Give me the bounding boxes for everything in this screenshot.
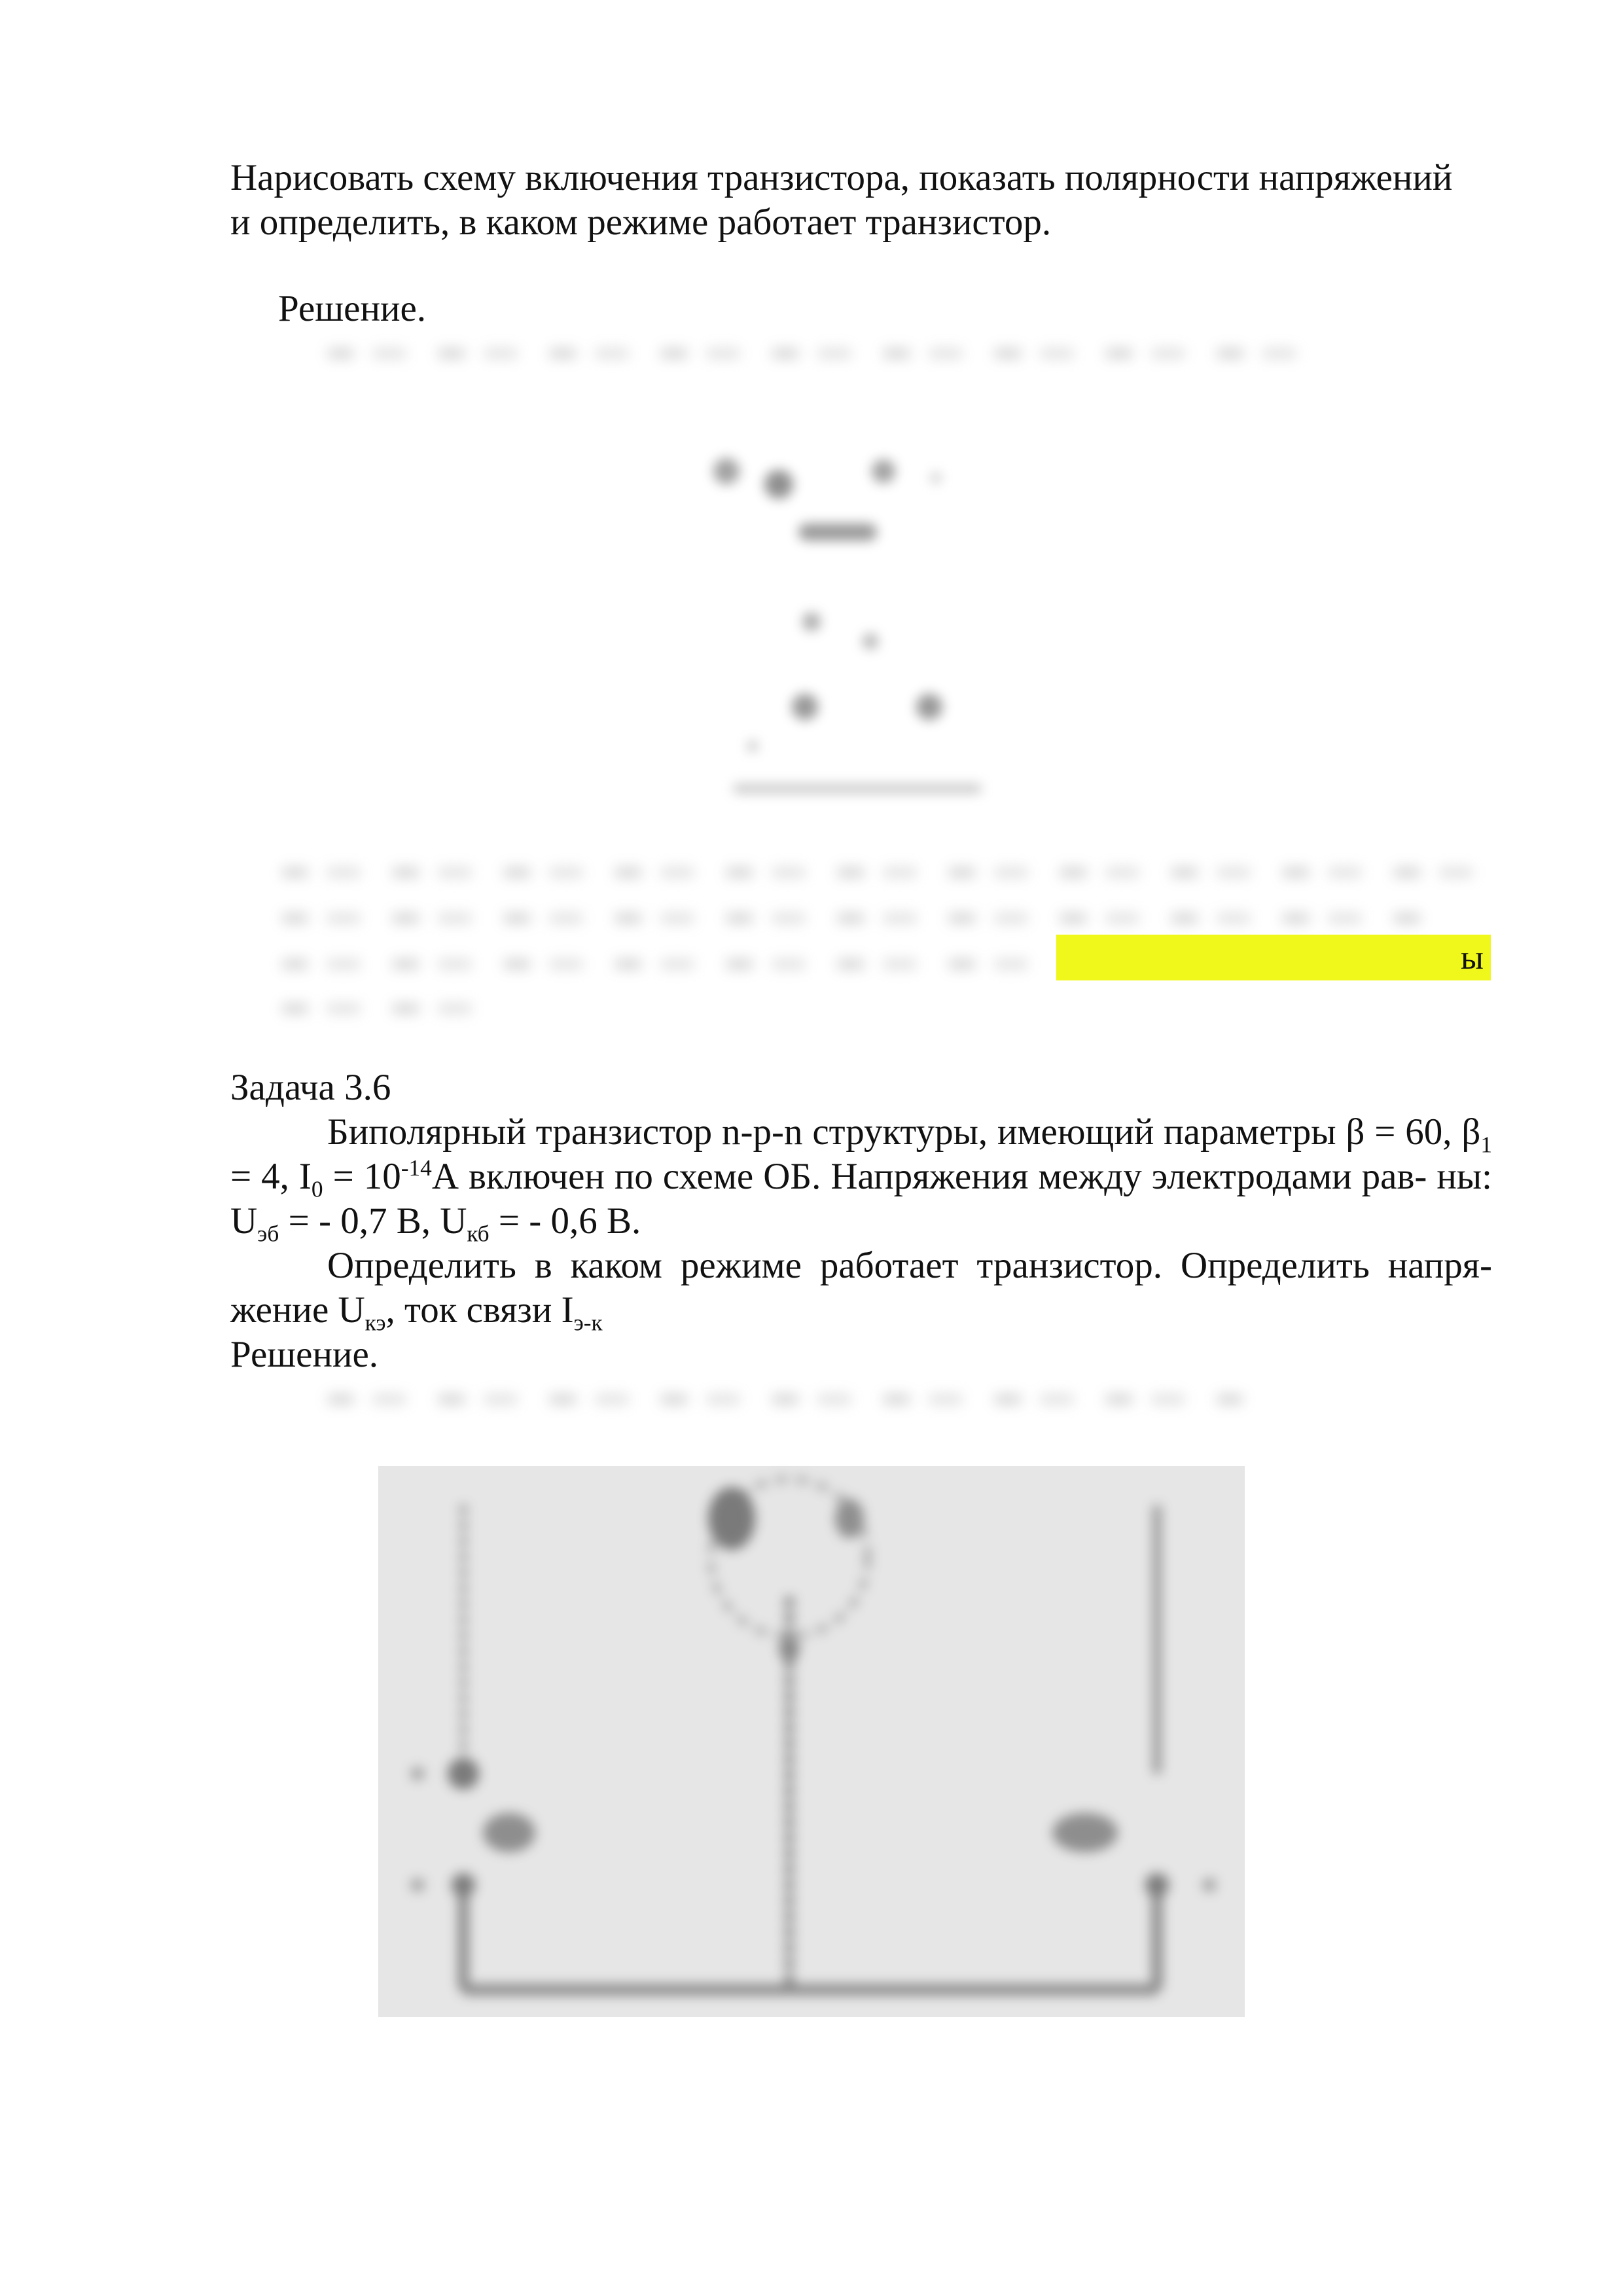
task-p1-sub-b: 1 [1480,1132,1492,1158]
task-paragraph-2 [230,1244,1492,1336]
task-title: Задача 3.6 [230,1067,391,1108]
task-p1-text-d: = 10 [323,1156,401,1197]
intro-line-1: Нарисовать схему включения транзистора, показать полярности напряжений [230,157,1453,198]
task-p1-sub-g: кб [467,1221,490,1247]
solution-label-1: Решение. [278,288,426,329]
task-p1-text-g: = - 0,7 В, U [279,1200,467,1242]
blurred-text-line [281,867,1479,878]
transistor-figure-blurred [687,406,1027,798]
task-paragraph-1 [230,1110,1492,1247]
task-p1-text-b: β [1461,1111,1481,1153]
intro-line-2: и определить, в каком режиме работает транзистор. [230,202,1052,243]
blurred-text-line [327,348,1322,359]
blurred-text-line [281,913,1433,924]
task-p2-sub-b: кэ [365,1310,386,1336]
task-p1-sub-f: эб [257,1221,279,1247]
task-p1-text-e: А включен по схеме ОБ. Напряжения между электродами рав- [431,1156,1427,1197]
highlighted-letter: ы [1461,939,1484,977]
task-p1-text-h: = - 0,6 В. [489,1200,641,1242]
task-p1-sub-c: 0 [311,1176,323,1202]
blurred-text-line [327,1394,1243,1405]
task-p2-text-b: жение U [230,1289,365,1331]
highlight-mark [1056,935,1491,980]
task-p1-text-f: ны: U [230,1156,1492,1242]
task-p2-text-c: , ток связи I [385,1289,574,1331]
task-p2-text-a: Определить в каком режиме работает транзистор. Определить напря- [327,1245,1492,1286]
task-p1-text-c: = 4, I [230,1156,312,1197]
blurred-text-line [281,959,1034,969]
task-p2-sub-c: э-к [573,1310,603,1336]
blurred-text-line [281,1003,478,1014]
circuit-diagram-blurred [378,1466,1245,2017]
task-p1-text-a: Биполярный транзистор n-p-n структуры, имеющий параметры β = 60, [327,1111,1452,1153]
circuit-figure-panel [378,1466,1245,2017]
task-p1-sup-d: -14 [401,1155,432,1181]
solution-label-2: Решение. [230,1334,378,1375]
